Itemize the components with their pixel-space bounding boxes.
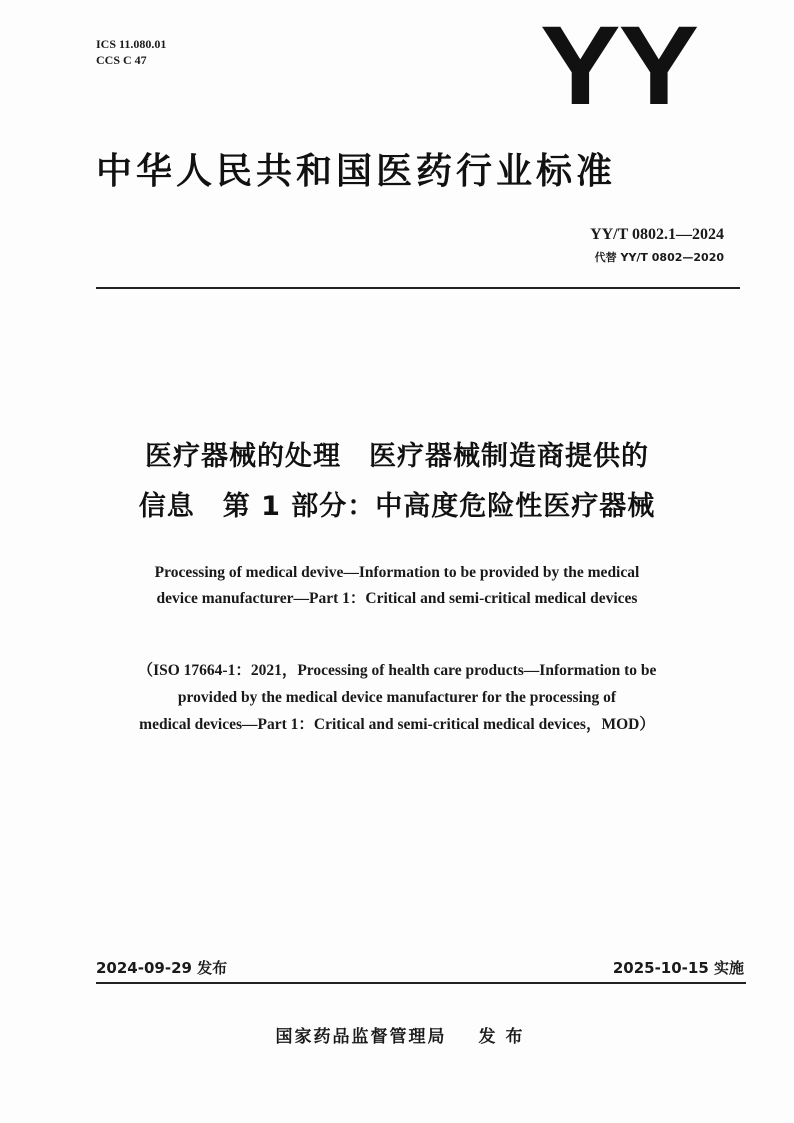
- iso-reference-line-2: provided by the medical device manufacturer for the processing of: [177, 689, 617, 706]
- classification-codes: [96, 36, 166, 68]
- yy-standard-logo: YY: [540, 3, 698, 128]
- iso-reference: [60, 657, 734, 738]
- chinese-title-line-2: 信息 第 1 部分：中高度危险性医疗器械: [138, 491, 656, 522]
- implementation-date: 2025-10-15 实施: [612, 959, 744, 977]
- issuer-action: 发 布: [478, 1027, 525, 1047]
- replaced-standard: 代替 YY/T 0802—2020: [594, 251, 724, 264]
- bottom-divider: [96, 982, 746, 984]
- issue-date: 2024-09-29 发布: [96, 959, 228, 977]
- iso-reference-line-1: （ISO 17664-1：2021，Processing of health care products—Information to be: [137, 662, 657, 679]
- issuer-name: 国家药品监督管理局: [275, 1027, 447, 1047]
- chinese-title: [60, 432, 734, 532]
- chinese-title-line-1: 医疗器械的处理 医疗器械制造商提供的: [145, 441, 649, 472]
- standard-number: YY/T 0802.1—2024: [590, 226, 724, 243]
- page-title: 中华人民共和国医药行业标准: [96, 151, 617, 192]
- english-title-line-2: device manufacturer—Part 1：Critical and semi-critical medical devices: [156, 590, 638, 607]
- issuing-authority: [200, 1026, 600, 1048]
- ccs-code: CCS C 47: [96, 53, 147, 67]
- english-title: [60, 560, 734, 612]
- ics-code: ICS 11.080.01: [96, 37, 167, 51]
- english-title-line-1: Processing of medical devive—Information to be provided by the medical: [154, 564, 640, 581]
- top-divider: [96, 287, 740, 289]
- iso-reference-line-3: medical devices—Part 1：Critical and semi-critical medical devices，MOD）: [139, 716, 655, 733]
